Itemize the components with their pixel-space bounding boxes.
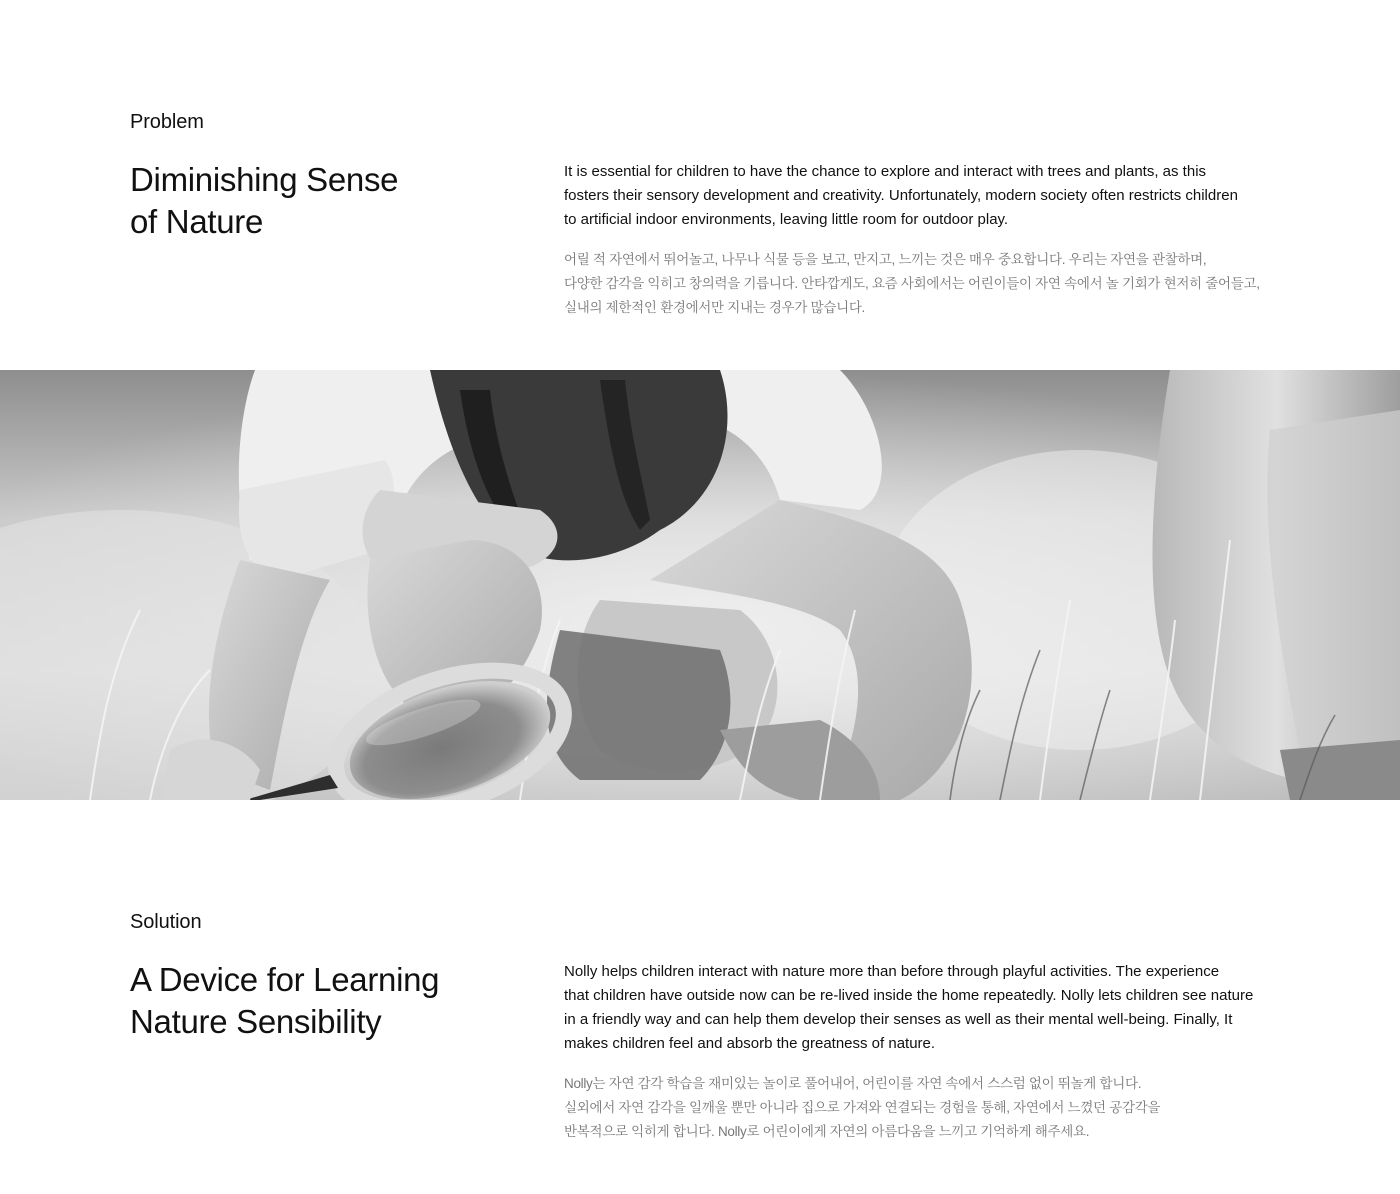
- solution-body-english: [564, 960, 1284, 1056]
- solution-body-english-line: that children have outside now can be re-lived inside the home repeatedly. Nolly lets children see nature: [564, 987, 1254, 1004]
- section-label-solution: Solution: [130, 911, 202, 933]
- solution-body-korean-line: 실외에서 자연 감각을 일깨울 뿐만 아니라 집으로 가져와 연결되는 경험을 통해, 자연에서 느꼈던 공감각을: [564, 1100, 1161, 1115]
- problem-body-english-line: fosters their sensory development and creativity. Unfortunately, modern society often restricts children: [564, 187, 1238, 204]
- problem-body-english-line: to artificial indoor environments, leaving little room for outdoor play.: [564, 211, 1009, 228]
- solution-headline: [130, 959, 530, 1043]
- solution-body-korean-line: Nolly는 자연 감각 학습을 재미있는 놀이로 풀어내어, 어린이를 자연 속에서 스스럼 없이 뛰놀게 합니다.: [564, 1076, 1142, 1091]
- solution-headline-line: Nature Sensibility: [130, 1003, 382, 1040]
- problem-headline-line: Diminishing Sense: [130, 161, 399, 198]
- problem-body-korean-line: 어릴 적 자연에서 뛰어놀고, 나무나 식물 등을 보고, 만지고, 느끼는 것은 매우 중요합니다. 우리는 자연을 관찰하며,: [564, 252, 1207, 267]
- solution-body-english-line: Nolly helps children interact with nature more than before through playful activities. The experience: [564, 963, 1220, 980]
- problem-headline: [130, 159, 530, 243]
- problem-body-korean-line: 다양한 감각을 익히고 창의력을 기릅니다. 안타깝게도, 요즘 사회에서는 어린이들이 자연 속에서 놀 기회가 현저히 줄어들고,: [564, 276, 1260, 291]
- solution-body-korean-line: 반복적으로 익히게 합니다. Nolly로 어린이에게 자연의 아름다움을 느끼고 기억하게 해주세요.: [564, 1124, 1090, 1139]
- solution-body-english-line: makes children feel and absorb the greatness of nature.: [564, 1035, 936, 1052]
- problem-body-english-line: It is essential for children to have the chance to explore and interact with trees and plants, as this: [564, 163, 1207, 180]
- problem-headline-line: of Nature: [130, 203, 264, 240]
- solution-body-english-line: in a friendly way and can help them develop their senses as well as their mental well-being. Finally, It: [564, 1011, 1233, 1028]
- problem-body-english: [564, 160, 1284, 232]
- problem-body-korean: [564, 248, 1284, 320]
- solution-body-korean: [564, 1072, 1284, 1144]
- problem-body-korean-line: 실내의 제한적인 환경에서만 지내는 경우가 많습니다.: [564, 300, 866, 315]
- section-label-problem: Problem: [130, 111, 204, 133]
- solution-headline-line: A Device for Learning: [130, 961, 440, 998]
- hero-photo-child-magnifying-glass: [0, 370, 1400, 800]
- photo-illustration: [0, 370, 1400, 800]
- solution-section: [0, 800, 1400, 1194]
- problem-section: [0, 0, 1400, 370]
